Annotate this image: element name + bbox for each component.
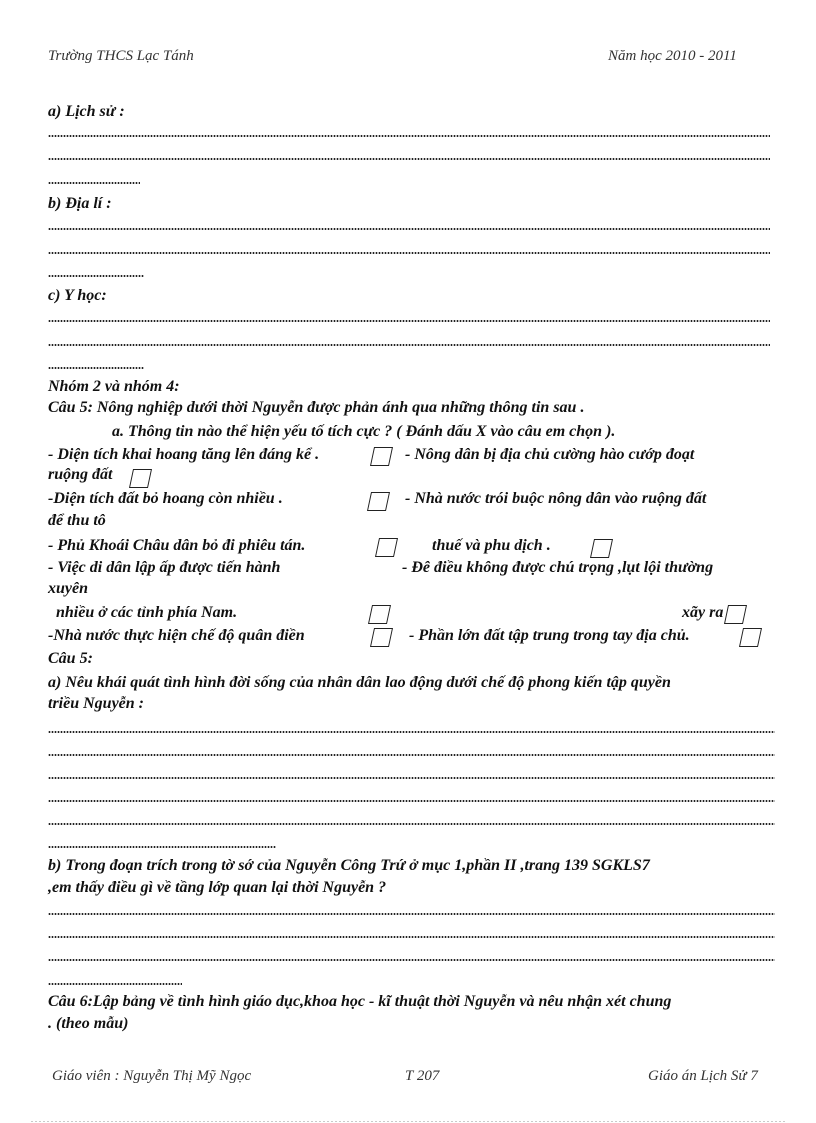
footer-teacher: Giáo viên : Nguyễn Thị Mỹ Ngọc bbox=[52, 1068, 252, 1084]
answer-line bbox=[48, 228, 770, 230]
option-text: - Phần lớn đất tập trung trong tay địa chủ. bbox=[409, 627, 690, 644]
checkbox[interactable] bbox=[370, 628, 393, 647]
question-5b-a-text: a) Nêu khái quát tình hình đời sống của nhân dân lao động dưới chế độ phong kiến tập quyền bbox=[48, 674, 671, 691]
answer-line bbox=[48, 754, 775, 756]
checkbox[interactable] bbox=[590, 539, 613, 558]
answer-line bbox=[48, 777, 775, 779]
question-6-text: . (theo mẫu) bbox=[48, 1015, 129, 1032]
answer-line bbox=[48, 367, 144, 369]
checkbox[interactable] bbox=[370, 447, 393, 466]
checkbox[interactable] bbox=[739, 628, 762, 647]
footer-divider bbox=[30, 1121, 786, 1122]
option-text: - Việc di dân lập ấp được tiến hành bbox=[48, 559, 281, 576]
answer-line bbox=[48, 344, 770, 346]
checkbox[interactable] bbox=[368, 605, 391, 624]
answer-line bbox=[48, 158, 770, 160]
answer-line bbox=[48, 823, 775, 825]
answer-line bbox=[48, 846, 276, 848]
answer-line bbox=[48, 936, 775, 938]
option-text: nhiều ở các tỉnh phía Nam. bbox=[56, 604, 238, 621]
question-5b-title: Câu 5: bbox=[48, 650, 93, 667]
question-5-subtitle: a. Thông tin nào thể hiện yếu tố tích cực ? ( Đánh dấu X vào câu em chọn ). bbox=[112, 423, 616, 440]
section-b-title: b) Địa lí : bbox=[48, 195, 112, 212]
option-text: xuyên bbox=[48, 580, 88, 597]
option-text: ruộng đất bbox=[48, 466, 113, 483]
option-text: - Đê điều không được chú trọng ,lụt lội thường bbox=[402, 559, 714, 576]
option-text: - Nông dân bị địa chủ cường hào cướp đoạt bbox=[405, 446, 695, 463]
group-title: Nhóm 2 và nhóm 4: bbox=[48, 378, 180, 395]
answer-line bbox=[48, 913, 775, 915]
checkbox[interactable] bbox=[724, 605, 747, 624]
option-text: -Nhà nước thực hiện chế độ quân điền bbox=[48, 627, 305, 644]
answer-line bbox=[48, 275, 144, 277]
answer-line bbox=[48, 983, 182, 985]
footer-page-number: T 207 bbox=[405, 1068, 440, 1084]
option-text: xãy ra bbox=[682, 604, 724, 621]
answer-line bbox=[48, 320, 770, 322]
school-year: Năm học 2010 - 2011 bbox=[608, 48, 737, 64]
answer-line bbox=[48, 252, 770, 254]
checkbox[interactable] bbox=[129, 469, 152, 488]
section-a-title: a) Lịch sử : bbox=[48, 103, 125, 120]
answer-line bbox=[48, 800, 775, 802]
question-5-title: Câu 5: Nông nghiệp dưới thời Nguyễn được phản ánh qua những thông tin sau . bbox=[48, 399, 585, 416]
section-c-title: c) Y học: bbox=[48, 287, 107, 304]
answer-line bbox=[48, 182, 140, 184]
checkbox[interactable] bbox=[367, 492, 390, 511]
option-text: - Diện tích khai hoang tăng lên đáng kể . bbox=[48, 446, 320, 463]
question-6-text: Câu 6:Lập bảng về tình hình giáo dục,khoa học - kĩ thuật thời Nguyễn và nêu nhận xét chung bbox=[48, 993, 672, 1010]
answer-line bbox=[48, 731, 775, 733]
answer-line bbox=[48, 135, 770, 137]
option-text: thuế và phu dịch . bbox=[432, 537, 551, 554]
school-name: Trường THCS Lạc Tánh bbox=[48, 48, 194, 64]
question-5b-b-text: b) Trong đoạn trích trong tờ sớ của Nguyễn Công Trứ ở mục 1,phần II ,trang 139 SGKLS7 bbox=[48, 857, 650, 874]
option-text: để thu tô bbox=[48, 512, 106, 529]
footer-subject: Giáo án Lịch Sử 7 bbox=[648, 1068, 758, 1084]
checkbox[interactable] bbox=[375, 538, 398, 557]
option-text: - Nhà nước trói buộc nông dân vào ruộng đất bbox=[405, 490, 707, 507]
question-5b-a-text: triều Nguyễn : bbox=[48, 695, 144, 712]
question-5b-b-text: ,em thấy điều gì về tầng lớp quan lại thời Nguyễn ? bbox=[48, 879, 387, 896]
option-text: - Phủ Khoái Châu dân bỏ đi phiêu tán. bbox=[48, 537, 306, 554]
answer-line bbox=[48, 959, 775, 961]
option-text: -Diện tích đất bỏ hoang còn nhiều . bbox=[48, 490, 283, 507]
